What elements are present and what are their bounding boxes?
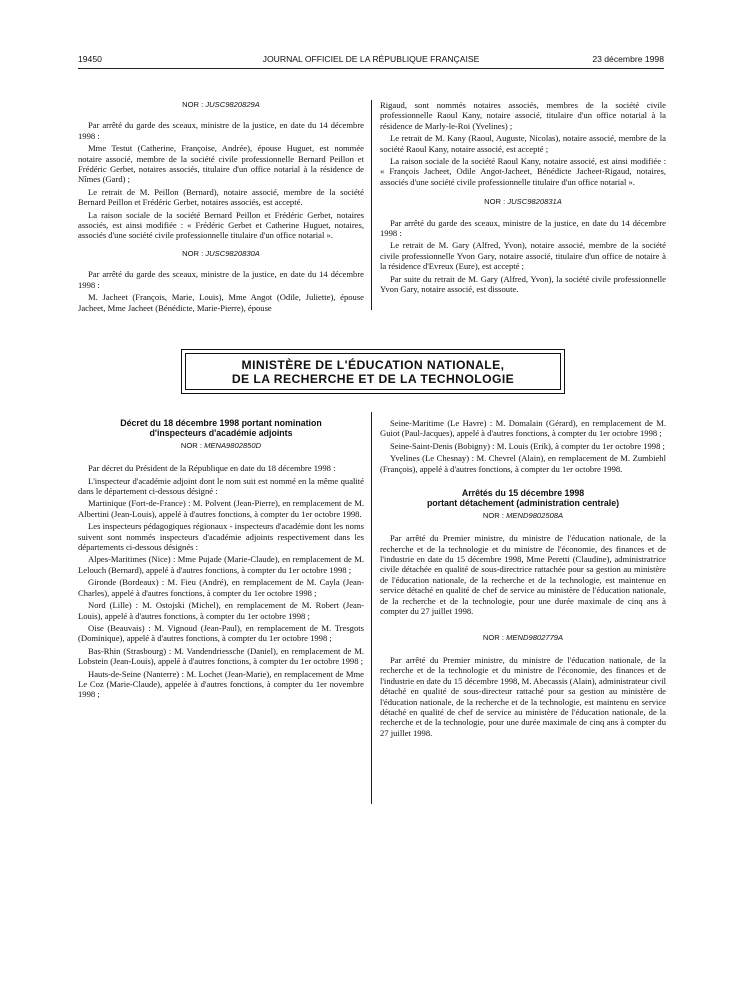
nor-code: MENA9802850D xyxy=(204,440,262,450)
paragraph: Yvelines (Le Chesnay) : M. Chevrel (Alain), en remplacement de M. Zumbiehl (François), appelé à d'autres fonctions, à compter du 1er octobre 1998. xyxy=(380,453,666,474)
section2-right-column xyxy=(380,418,666,740)
paragraph: Le retrait de M. Peillon (Bernard), notaire associé, membre de la société Bernard Peillon et Frédéric Gerbet, notaires associés, est accepté. xyxy=(78,186,364,208)
paragraph: Seine-Maritime (Le Havre) : M. Domalain (Gérard), en remplacement de M. Guiot (Paul-Jacques), appelé à d'autres fonctions, à compter du 1er octobre 1998 ; xyxy=(380,418,666,439)
nor-code: JUSC9820831A xyxy=(507,197,562,207)
paragraph: Oise (Beauvais) : M. Vignoud (Jean-Paul), en remplacement de M. Tresgots (Dominique), appelé à d'autres fonctions, à compter du 1er octobre 1998 ; xyxy=(78,622,364,644)
nor-reference: NOR : JUSC9820829A xyxy=(182,100,260,109)
paragraph: Le retrait de M. Kany (Raoul, Auguste, Nicolas), notaire associé, membre de la société Raoul Kany, notaire associé, est accepté ; xyxy=(380,133,666,154)
paragraph: Par suite du retrait de M. Gary (Alfred, Yvon), la société civile professionnelle Yvon Gary, notaire associé, est dissoute. xyxy=(380,273,666,295)
nor-code: MEND9802508A xyxy=(506,510,564,520)
header-rule xyxy=(78,68,664,69)
section1-left-column xyxy=(78,100,364,315)
ministry-heading-line1: MINISTÈRE DE L'ÉDUCATION NATIONALE, xyxy=(241,357,505,372)
column-divider xyxy=(371,412,372,804)
nor-reference: NOR : JUSC9820830A xyxy=(182,248,260,258)
paragraph: Gironde (Bordeaux) : M. Fieu (André), en remplacement de M. Cayla (Jean-Charles), appelé à d'autres fonctions, à compter du 1er octobre 1998 ; xyxy=(78,577,364,598)
paragraph: Bas-Rhin (Strasbourg) : M. Vandendriessche (Daniel), en remplacement de M. Lobstein (Jean-Louis), appelé à d'autres fonctions, à compter du 1er octobre 1998 ; xyxy=(78,645,364,667)
journal-title: JOURNAL OFFICIEL DE LA RÉPUBLIQUE FRANÇAISE xyxy=(262,54,480,64)
paragraph: Par arrêté du garde des sceaux, ministre de la justice, en date du 14 décembre 1998 : xyxy=(380,217,666,239)
paragraph: Nord (Lille) : M. Ostojski (Michel), en remplacement de M. Robert (Jean-Louis), appelé à d'autres fonctions, à compter du 1er octobre 1998 ; xyxy=(78,600,364,621)
running-header xyxy=(78,54,664,68)
nor-reference: NOR : MEND9802779A xyxy=(482,632,564,642)
paragraph: Mme Testut (Catherine, Françoise, Andrée), épouse Huguet, est nommée notaire associé, membre de la société civile professionnelle Bernard Peillon et Frédéric Gerbet, notaires associés, titulaire d'un office notarial à la résidence de Nîmes (Gard) ; xyxy=(78,143,364,185)
ministry-heading-line2: DE LA RECHERCHE ET DE LA TECHNOLOGIE xyxy=(231,371,515,386)
issue-date: 23 décembre 1998 xyxy=(592,54,664,64)
nor-code: JUSC9820830A xyxy=(205,248,260,258)
paragraph: Seine-Saint-Denis (Bobigny) : M. Louis (Erik), à compter du 1er octobre 1998 ; xyxy=(390,440,665,451)
paragraph: Rigaud, sont nommés notaires associés, membres de la société civile professionnelle Raoul Kany, notaire associé, titulaire d'un office notarial à la résidence de Marly-le-Roi (Yvelines) ; xyxy=(380,100,666,131)
nor-code: MEND9802779A xyxy=(506,632,564,642)
paragraph: Par arrêté du garde des sceaux, ministre de la justice, en date du 14 décembre 1998 : xyxy=(78,269,364,290)
paragraph: Le retrait de M. Gary (Alfred, Yvon), notaire associé, membre de la société civile professionnelle Yvon Gary, notaire associé, titulaire d'un office de notaire à la résidence d'Evreux (Eure), est accepté ; xyxy=(380,240,666,272)
paragraph: Par arrêté du Premier ministre, du ministre de l'éducation nationale, de la recherche et de la technologie et du ministre de l'économie, des finances et de l'industrie en date du 15 décembre 1998, Mme Peretti (Claudine), administratrice civile détachée en qualité de sous-directrice rattachée pour sa gestion au ministère de l'éducation nationale, de la recherche et de la technologie, est maintenue en service détaché en qualité de chef de service au ministère de l'éducation nationale, de la recherche et de la technologie, pour une durée maximale de cinq ans à compter du 27 juillet 1998. xyxy=(380,533,666,617)
page-number: 19450 xyxy=(78,54,102,64)
nor-code: JUSC9820829A xyxy=(205,100,260,109)
paragraph: Martinique (Fort-de-France) : M. Polvent (Jean-Pierre), en remplacement de M. Albertini (Jean-Louis), appelé à d'autres fonctions, à compter du 1er octobre 1998. xyxy=(78,498,364,519)
paragraph: La raison sociale de la société Bernard Peillon et Frédéric Gerbet, notaires associés, est ainsi modifiée : « Frédéric Gerbet et Catherine Huguet, notaires, associés d'une société civile professionnelle titulaire d'un office notarial ». xyxy=(78,209,364,241)
ministry-heading-box xyxy=(181,349,565,394)
paragraph: Par arrêté du garde des sceaux, ministre de la justice, en date du 14 décembre 1998 : xyxy=(78,120,364,141)
paragraph: Les inspecteurs pédagogiques régionaux - inspecteurs d'académie dont les noms suivent sont nommés inspecteurs d'académie adjoints respectivement dans les départements ci-dessous désignés : xyxy=(78,521,364,553)
arretes-title-line1: Arrêtés du 15 décembre 1998 xyxy=(461,488,585,499)
paragraph: L'inspecteur d'académie adjoint dont le nom suit est nommé en la même qualité dans le département ci-dessous désigné : xyxy=(78,475,364,497)
paragraph: Alpes-Maritimes (Nice) : Mme Pujade (Marie-Claude), en remplacement de M. Lelouch (Bernard), appelé à d'autres fonctions, à compter du 1er octobre 1998 ; xyxy=(78,554,364,575)
paragraph: Hauts-de-Seine (Nanterre) : M. Lochet (Jean-Marie), en remplacement de Mme Le Coz (Marie-Claude), appelée à d'autres fonctions, à compter du 1er novembre 1998 ; xyxy=(78,668,364,700)
paragraph: Par décret du Président de la République en date du 18 décembre 1998 : xyxy=(88,463,336,474)
decree-title-line1: Décret du 18 décembre 1998 portant nomination xyxy=(120,418,322,428)
nor-reference: NOR : MEND9802508A xyxy=(482,510,564,520)
section1-right-column xyxy=(380,100,666,297)
paragraph: Par arrêté du Premier ministre, du ministre de l'éducation nationale, de la recherche et de la technologie et du ministre de l'économie, des finances et de l'industrie en date du 15 décembre 1998, M. Abecassis (Alain), administrateur civil détaché en qualité de sous-directeur rattaché pour sa gestion au ministère de l'éducation nationale, de la recherche et de la technologie, est maintenu en service détaché en qualité de chef de service au ministère de l'éducation nationale, de la recherche et de la technologie, pour une durée maximale de cinq ans à compter du 27 juillet 1998. xyxy=(380,654,666,738)
decree-title-line2: d'inspecteurs d'académie adjoints xyxy=(149,428,293,439)
paragraph: M. Jacheet (François, Marie, Louis), Mme Angot (Odile, Juliette), épouse Jacheet, Mme Jacheet (Bénédicte, Marie-Pierre), épouse xyxy=(78,292,364,313)
section2-left-column xyxy=(78,418,364,702)
arretes-title-line2: portant détachement (administration centrale) xyxy=(426,498,620,509)
paragraph: La raison sociale de la société Raoul Kany, notaire associé, est ainsi modifiée : « François Jacheet, Odile Angot-Jacheet, Bénédicte Jacheet-Rigaud, notaires, associés d'une société civile professionnelle titulaire d'un office notarial ». xyxy=(380,156,666,187)
nor-reference: NOR : JUSC9820831A xyxy=(484,197,562,207)
column-divider xyxy=(371,100,372,310)
nor-reference: NOR : MENA9802850D xyxy=(180,440,262,450)
